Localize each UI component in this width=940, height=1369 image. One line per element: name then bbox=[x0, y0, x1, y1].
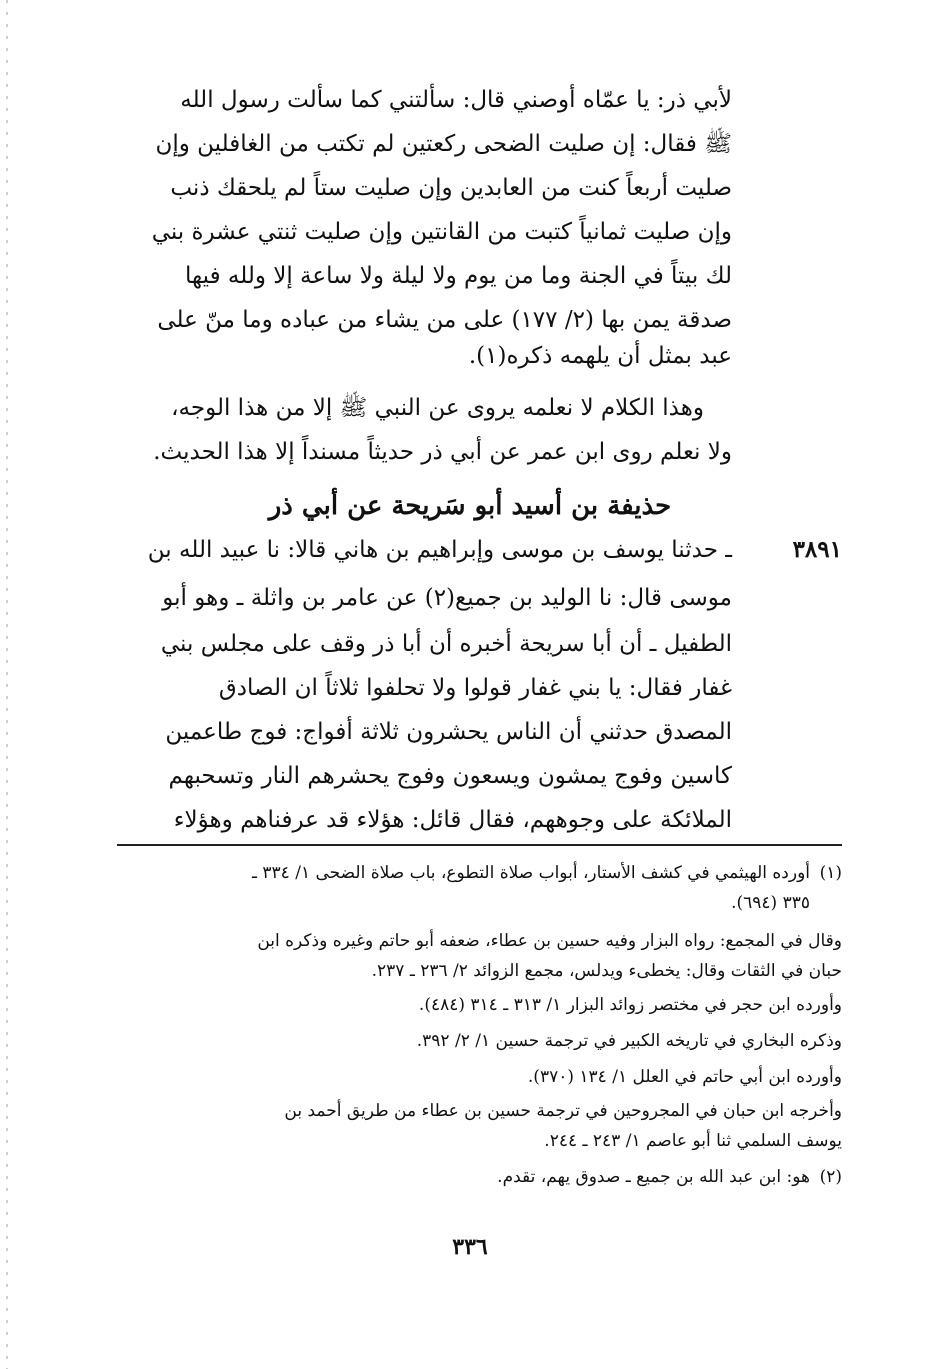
footnote-line: حبان في الثقات وقال: يخطىء ويدلس، مجمع الزوائد ٢/ ٢٣٦ ـ ٢٣٧. bbox=[371, 961, 842, 981]
hadith-line: الملائكة على وجوههم، فقال قائل: هؤلاء قد عرفناهم وهؤلاء bbox=[173, 807, 732, 833]
footnote-line: يوسف السلمي ثنا أبو عاصم ١/ ٢٤٣ ـ ٢٤٤. bbox=[544, 1131, 842, 1151]
footnote-line: هو: ابن عبد الله بن جميع ـ صدوق يهم، تقدم. bbox=[497, 1167, 810, 1187]
footnote-line: ٣٣٥ (٦٩٤). bbox=[731, 893, 810, 913]
footnote-separator bbox=[117, 844, 842, 846]
footnote-line: وقال في المجمع: رواه البزار وفيه حسين بن عطاء، ضعفه أبو حاتم وغيره وذكره ابن bbox=[257, 931, 842, 951]
body-line: لأبي ذر: يا عمّاه أوصني قال: سألتني كما سألت رسول الله bbox=[180, 87, 732, 113]
footnote-marker: (٢) bbox=[819, 1167, 842, 1187]
hadith-line: كاسين وفوج يمشون ويسعون وفوج يحشرهم النار وتسحبهم bbox=[168, 763, 732, 789]
hadith-line: المصدق حدثني أن الناس يحشرون ثلاثة أفواج: فوج طاعمين bbox=[165, 719, 732, 745]
footnote-line: وذكره البخاري في تاريخه الكبير في ترجمة حسين ١/ ٢/ ٣٩٢. bbox=[416, 1031, 842, 1051]
footnote-marker: (١) bbox=[819, 863, 842, 883]
body-line: وإن صليت ثمانياً كتبت من القانتين وإن صليت ثنتي عشرة بني bbox=[151, 219, 732, 245]
hadith-line: موسى قال: نا الوليد بن جميع(٢) عن عامر بن واثلة ـ وهو أبو bbox=[162, 585, 732, 611]
body-line: وهذا الكلام لا نعلمه يروى عن النبي ﷺ إلا من هذا الوجه، bbox=[171, 395, 704, 421]
hadith-line: ـ حدثنا يوسف بن موسى وإبراهيم بن هاني قالا: نا عبيد الله بن bbox=[147, 537, 732, 563]
footnote-line: وأخرجه ابن حبان في المجروحين في ترجمة حسين بن عطاء من طريق أحمد بن bbox=[284, 1101, 842, 1121]
body-line: صدقة يمن بها (٢/ ١٧٧) على من يشاء من عباده وما منّ على bbox=[157, 307, 732, 333]
section-heading: حذيفة بن أسيد أبو سَريحة عن أبي ذر bbox=[268, 491, 672, 521]
body-line: ﷺ فقال: إن صليت الضحى ركعتين لم تكتب من الغافلين وإن bbox=[155, 131, 732, 157]
hadith-line: الطفيل ـ أن أبا سريحة أخبره أن أبا ذر وقف على مجلس بني bbox=[160, 631, 732, 657]
body-line: ولا نعلم روى ابن عمر عن أبي ذر حديثاً مسنداً إلا هذا الحديث. bbox=[153, 439, 732, 465]
body-line: لك بيتاً في الجنة وما من يوم ولا ليلة ولا ساعة إلا ولله فيها bbox=[185, 263, 732, 289]
scan-edge-marks bbox=[6, 0, 8, 1369]
page-number: ٣٣٦ bbox=[452, 1234, 488, 1260]
hadith-number: ٣٨٩١ bbox=[792, 536, 842, 563]
body-line: عبد بمثل أن يلهمه ذكره(١). bbox=[468, 343, 732, 369]
footnote-line: أورده الهيثمي في كشف الأستار، أبواب صلاة التطوع، باب صلاة الضحى ١/ ٣٣٤ ـ bbox=[252, 863, 810, 883]
footnote-line: وأورده ابن أبي حاتم في العلل ١/ ١٣٤ (٣٧٠). bbox=[527, 1067, 842, 1087]
body-line: صليت أربعاً كنت من العابدين وإن صليت ستاً لم يلحقك ذنب bbox=[170, 175, 732, 201]
footnote-line: وأورده ابن حجر في مختصر زوائد البزار ١/ ٣١٣ ـ ٣١٤ (٤٨٤). bbox=[418, 995, 842, 1015]
hadith-line: غفار فقال: يا بني غفار قولوا ولا تحلفوا ثلاثاً ان الصادق bbox=[218, 675, 732, 701]
